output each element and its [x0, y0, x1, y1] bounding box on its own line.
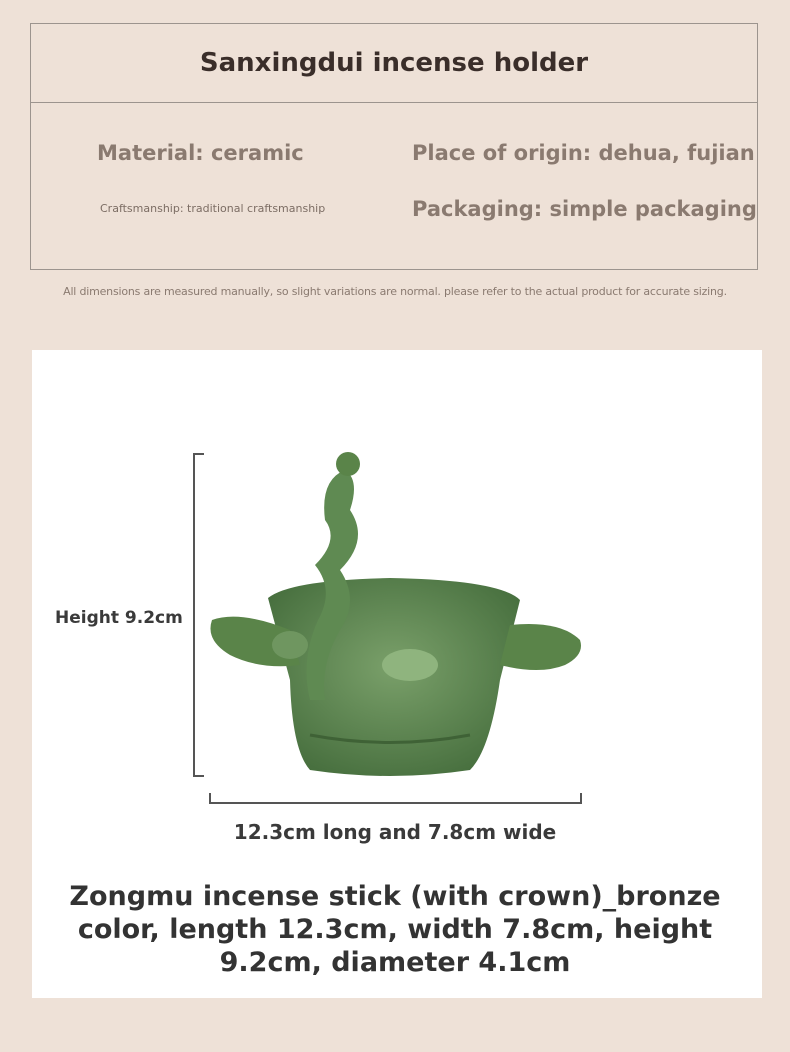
width-dimension-line: [209, 795, 582, 804]
spec-packaging: Packaging: simple packaging: [412, 197, 757, 221]
disclaimer-text: All dimensions are measured manually, so slight variations are normal. please refer to the actual product for accurate sizing.: [63, 285, 727, 298]
spec-title: Sanxingdui incense holder: [31, 24, 757, 103]
incense-holder-image: [200, 450, 590, 780]
spec-origin: Place of origin: dehua, fujian: [412, 141, 755, 165]
spec-craftsmanship: Craftsmanship: traditional craftsmanship: [100, 202, 326, 215]
width-label: 12.3cm long and 7.8cm wide: [233, 820, 557, 844]
height-dimension-line: [193, 453, 203, 777]
height-label: Height 9.2cm: [55, 608, 183, 628]
product-title: Zongmu incense stick (with crown)_bronze color, length 12.3cm, width 7.8cm, height 9.2cm, diameter 4.1cm: [69, 881, 721, 978]
spec-material: Material: ceramic: [97, 141, 304, 165]
spec-table: [30, 23, 758, 270]
